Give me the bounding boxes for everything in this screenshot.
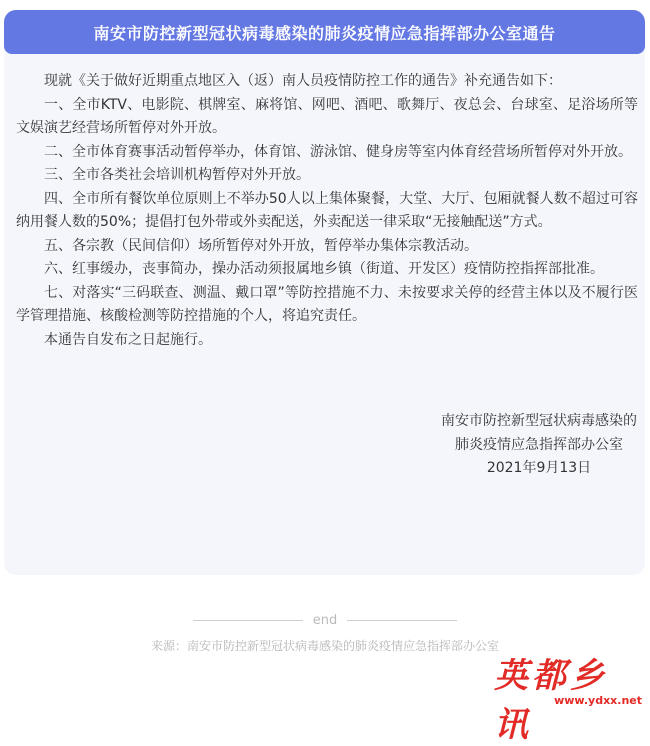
notice-body bbox=[16, 70, 638, 352]
signature-line-1: 南安市防控新型冠状病毒感染的 bbox=[441, 413, 637, 429]
divider-line-right bbox=[347, 620, 457, 621]
notice-item-5: 五、各宗教（民间信仰）场所暂停对外开放，暂停举办集体宗教活动。 bbox=[44, 237, 478, 254]
notice-signature bbox=[441, 410, 637, 481]
signature-line-2: 肺炎疫情应急指挥部办公室 bbox=[455, 436, 623, 453]
end-label: end bbox=[312, 612, 338, 628]
notice-item-7: 七、对落实“三码联查、测温、戴口罩”等防控措施不力、未按要求关停的经营主体以及不履行医学管理措施、核酸检测等防控措施的个人，将追究责任。 bbox=[16, 284, 638, 324]
site-watermark bbox=[494, 648, 644, 745]
notice-item-2: 二、全市体育赛事活动暂停举办，体育馆、游泳馆、健身房等室内体育经营场所暂停对外开放。 bbox=[44, 143, 632, 160]
notice-item-1: 一、全市KTV、电影院、棋牌室、麻将馆、网吧、酒吧、歌舞厅、夜总会、台球室、足浴场所等文娱演艺经营场所暂停对外开放。 bbox=[16, 96, 638, 136]
notice-effective: 本通告自发布之日起施行。 bbox=[44, 331, 212, 348]
watermark-url: www.ydxx.net bbox=[554, 694, 642, 707]
watermark-title: 英都乡讯 bbox=[494, 656, 608, 745]
notice-item-3: 三、全市各类社会培训机构暂停对外开放。 bbox=[44, 167, 310, 183]
end-divider bbox=[0, 610, 650, 630]
notice-card bbox=[4, 10, 645, 575]
notice-intro: 现就《关于做好近期重点地区入（返）南人员疫情防控工作的通告》补充通告如下： bbox=[44, 73, 562, 89]
notice-title: 南安市防控新型冠状病毒感染的肺炎疫情应急指挥部办公室通告 bbox=[4, 10, 645, 54]
notice-item-4: 四、全市所有餐饮单位原则上不举办50人以上集体聚餐，大堂、大厅、包厢就餐人数不超过可容纳用餐人数的50%；提倡打包外带或外卖配送，外卖配送一律采取“无接触配送”方式。 bbox=[16, 190, 638, 230]
notice-item-6: 六、红事缓办，丧事简办，操办活动须报属地乡镇（街道、开发区）疫情防控指挥部批准。 bbox=[44, 261, 604, 277]
divider-line-left bbox=[193, 620, 303, 621]
source-credit: 来源：南安市防控新型冠状病毒感染的肺炎疫情应急指挥部办公室 bbox=[150, 639, 499, 653]
signature-date: 2021年9月13日 bbox=[486, 460, 592, 476]
